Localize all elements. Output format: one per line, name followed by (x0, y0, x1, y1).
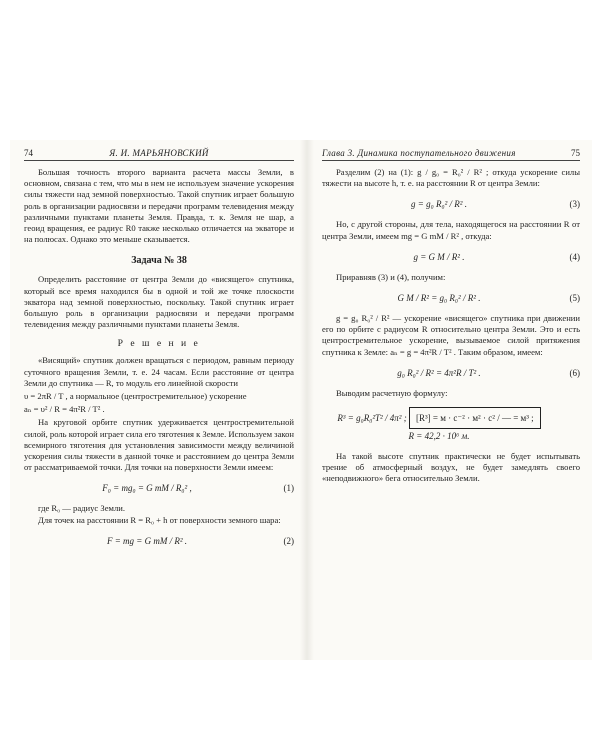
problem-title: Задача № 38 (131, 255, 187, 267)
equation-number: (4) (569, 251, 580, 262)
left-page-header (24, 140, 294, 161)
equation-text: F₀ = mg₀ = G mM / R₀² , (102, 483, 192, 494)
paragraph: Приравняв (3) и (4), получим: (336, 271, 446, 282)
closing-paragraph: На такой высоте спутник практически не будет испытывать трение об атмосферный воздух, не будет замедлять своего «неподвижного» бега относительно Земли. (322, 451, 580, 484)
paragraph: g = g₀ R₀² / R² — ускорение «висящего» спутника при движении его по орбите с радиусом R относительно центра Земли. Это и есть центростремительное ускорение, вызываемое силой притяжения спутника к Земле: aₙ = g = 4π²R / T² . Таким образом, имеем: (322, 313, 580, 357)
radius-note: где R₀ — радиус Земли. (38, 503, 125, 514)
right-page (322, 140, 580, 660)
equation-4 (322, 250, 580, 264)
problem-text: Определить расстояние от центра Земли до «висящего» спутника, который все время находился бы в одной и той же точке плоскости экватора над земной поверхностью, поскольку. Такой спутник играет большую роль в организации радиосвязи и передачи программ телевидения между различными пунктами планеты Земля. (24, 274, 294, 330)
equation-text: F = mg = G mM / R² . (106, 535, 188, 546)
solution-paragraph: «Висящий» спутник должен вращаться с периодом, равным периоду суточного вращения Земли, т. е. 24 часам. Если расстояние от центра Земли до спутника — R, то модуль его линейной скорости (24, 355, 294, 388)
units-box: [R³] = м · с⁻² · м² · с² / — = м³ ; (409, 407, 541, 429)
equation-3 (322, 197, 580, 211)
book-spread (10, 140, 592, 660)
result-value: R = 42,2 · 10⁶ м. (408, 431, 470, 442)
paragraph: Выводим расчетную формулу: (336, 387, 448, 398)
page-number: 74 (24, 148, 33, 158)
equation-number: (6) (569, 367, 580, 378)
equation-text: g = g₀ R₀² / R² . (411, 199, 467, 210)
running-head-chapter: Глава 3. Динамика поступательного движения (322, 148, 516, 158)
equation-1 (24, 481, 294, 495)
paragraph: Но, с другой стороны, для тела, находящегося на расстоянии R от центра Земли, имеем mg = G mM / R² , откуда: (322, 219, 580, 241)
solution-paragraph: На круговой орбите спутник удерживается центростремительной силой, роль которой играет сила его тяготения к Земле. Используем закон всемирного тяготения для установления зависимости между величиной ускорения силы тяжести в данной точке и расстоянием до центра Земли от рассматриваемой точки. Для точки на поверхности Земли имеем: (24, 417, 294, 473)
solution-paragraph: Для точек на расстоянии R = R₀ + h от поверхности земного шара: (38, 514, 281, 525)
left-page (24, 140, 294, 660)
equation-number: (5) (569, 293, 580, 304)
formula-block (322, 407, 580, 443)
paragraph: Разделим (2) на (1): g / g₀ = R₀² / R² ; откуда ускорение силы тяжести на высоте h, т. е. на расстоянии R от центра Земли: (322, 167, 580, 189)
equation-text: G M / R² = g₀ R₀² / R² . (397, 293, 481, 304)
running-head-author: Я. И. МАРЬЯНОВСКИЙ (109, 148, 209, 158)
equation-6 (322, 366, 580, 380)
page-number: 75 (571, 148, 580, 158)
book-gutter (300, 140, 314, 660)
equation-number: (2) (283, 535, 294, 546)
solution-heading: Р е ш е н и е (117, 338, 201, 350)
right-page-header (322, 140, 580, 161)
acceleration-formula: aₙ = υ² / R = 4π²R / T² . (24, 404, 105, 415)
equation-text: g = G M / R² . (413, 251, 465, 262)
equation-number: (3) (569, 199, 580, 210)
intro-paragraph: Большая точность второго варианта расчета массы Земли, в основном, связана с тем, что мы в нем не используем значение ускорения силы тяжести над земной поверхностью. Такой спутник играет большую роль в организации радиосвязи и передачи программ телевидения между различными пунктами планеты Земля. Правда, т. к. Земля не шар, а геоид вращения, ее радиус R0 также несколько отличается на экваторе и на полюсах. Однако это меньше сказывается. (24, 167, 294, 245)
equation-2 (24, 534, 294, 548)
equation-text: g₀ R₀² / R² = 4π²R / T² . (397, 367, 481, 378)
velocity-formula: υ = 2πR / T , а нормальное (центростремительное) ускорение (24, 391, 247, 402)
equation-5 (322, 291, 580, 305)
equation-number: (1) (283, 483, 294, 494)
main-formula: R³ = g₀R₀²T² / 4π² ; (337, 413, 407, 424)
